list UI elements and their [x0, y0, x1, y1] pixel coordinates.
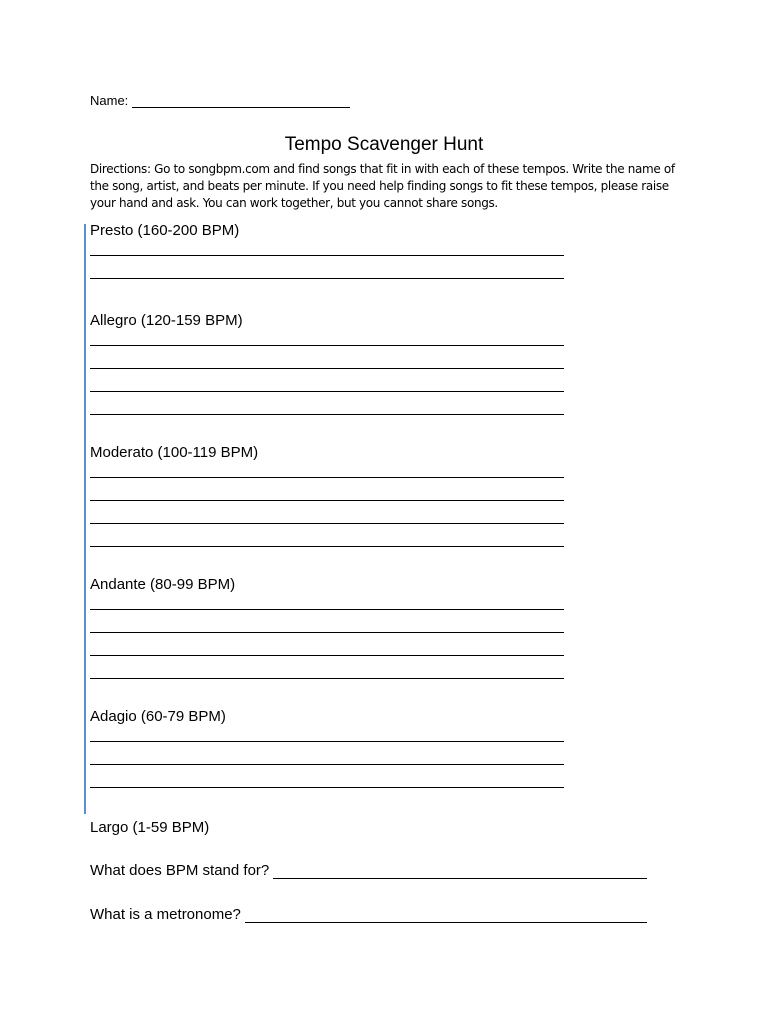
answer-blank[interactable]	[90, 478, 564, 501]
question-bpm	[90, 862, 647, 879]
question-answer-blank[interactable]	[273, 864, 647, 879]
question-metronome	[90, 906, 647, 923]
answer-blank[interactable]	[90, 727, 564, 742]
section-adagio	[90, 707, 564, 788]
name-blank[interactable]	[132, 95, 350, 108]
section-largo	[90, 818, 564, 838]
name-label: Name:	[90, 93, 129, 108]
section-heading: Presto (160-200 BPM)	[90, 222, 240, 239]
question-text: What does BPM stand for?	[90, 862, 270, 879]
answer-blank[interactable]	[90, 369, 564, 392]
page-title: Tempo Scavenger Hunt	[284, 134, 484, 155]
answer-blank[interactable]	[90, 241, 564, 256]
answer-blank[interactable]	[90, 331, 564, 346]
answer-blank[interactable]	[90, 656, 564, 679]
question-text: What is a metronome?	[90, 906, 241, 923]
section-moderato	[90, 443, 564, 547]
answer-blank[interactable]	[90, 765, 564, 788]
section-heading: Largo (1-59 BPM)	[90, 819, 210, 836]
answer-blank[interactable]	[90, 633, 564, 656]
answer-blank[interactable]	[90, 256, 564, 279]
answer-blank[interactable]	[90, 463, 564, 478]
section-heading: Adagio (60-79 BPM)	[90, 708, 226, 725]
answer-blank[interactable]	[90, 610, 564, 633]
question-answer-blank[interactable]	[245, 908, 647, 923]
name-row	[90, 93, 350, 108]
section-heading: Andante (80-99 BPM)	[90, 576, 236, 593]
directions-text: Directions: Go to songbpm.com and find songs that fit in with each of these tempos. Write the name of the song, artist, and beats per minute. If you need help finding songs to fit these tempos, please raise your hand and ask. You can work together, but you cannot share songs.	[90, 162, 675, 210]
answer-blank[interactable]	[90, 501, 564, 524]
section-presto	[90, 221, 564, 279]
margin-rule	[84, 224, 86, 814]
answer-blank[interactable]	[90, 595, 564, 610]
section-andante	[90, 575, 564, 679]
answer-blank[interactable]	[90, 346, 564, 369]
section-heading: Allegro (120-159 BPM)	[90, 312, 243, 329]
answer-blank[interactable]	[90, 392, 564, 415]
section-allegro	[90, 311, 564, 415]
answer-blank[interactable]	[90, 742, 564, 765]
section-heading: Moderato (100-119 BPM)	[90, 444, 259, 461]
answer-blank[interactable]	[90, 524, 564, 547]
